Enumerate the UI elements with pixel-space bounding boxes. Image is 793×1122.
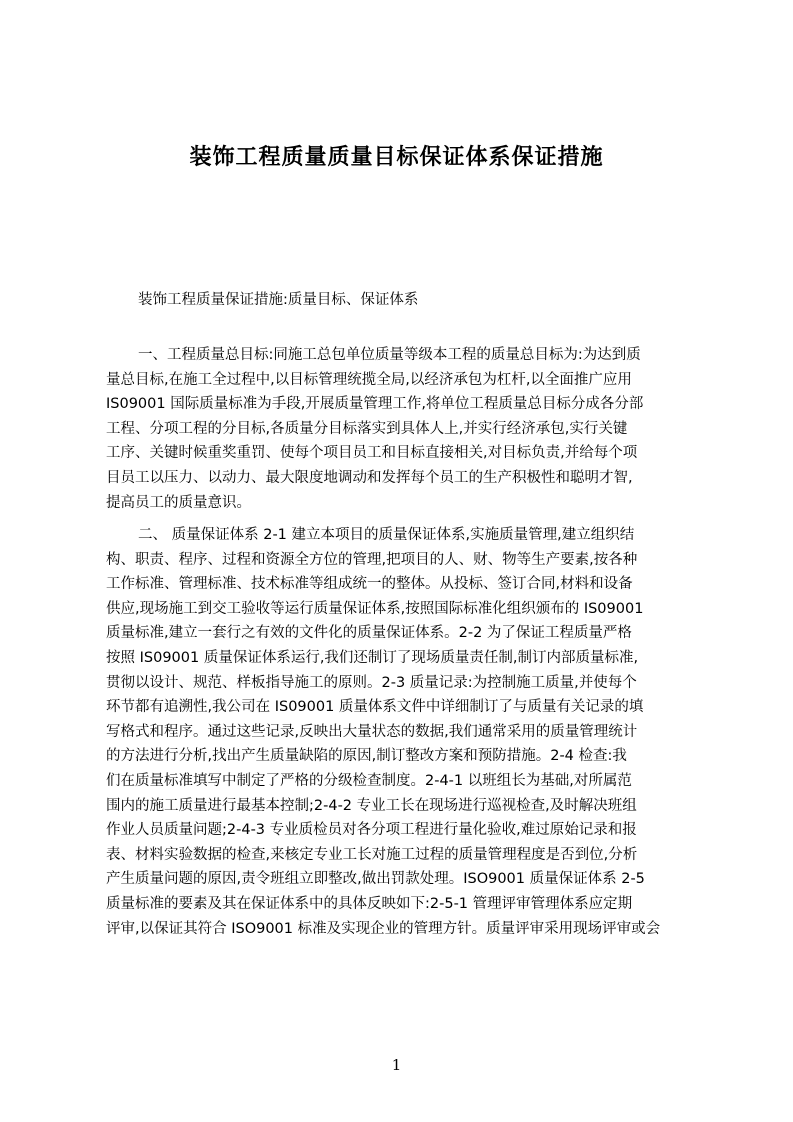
paragraph-line: 一、工程质量总目标:同施工总包单位质量等级本工程的质量总目标为:为达到质 [138, 347, 641, 363]
paragraph-line: 环节都有追溯性,我公司在 IS09001 质量体系文件中详细制订了与质量有关记录的填 [106, 699, 644, 716]
paragraph-quality-goal [106, 343, 696, 515]
paragraph-quality-system [106, 523, 696, 941]
document-subtitle: 装饰工程质量保证措施:质量目标、保证体系 [138, 292, 419, 308]
paragraph-line: 工序、关键时候重奖重罚、使每个项目员工和目标直接相关,对目标负责,并给每个项 [106, 445, 638, 462]
paragraph-line: 贯彻以设计、规范、样板指导施工的原则。2-3 质量记录:为控制施工质量,并使每个 [106, 674, 637, 691]
paragraph-line: 质量标准的要素及其在保证体系中的具体反映如下:2-5-1 管理评审管理体系应定期 [106, 895, 633, 912]
paragraph-line: IS09001 国际质量标准为手段,开展质量管理工作,将单位工程质量总目标分成各分部 [106, 396, 644, 413]
paragraph-line: 写格式和程序。通过这些记录,反映出大量状态的数据,我们通常采用的质量管理统计 [106, 723, 638, 740]
paragraph-line: 表、材料实验数据的检查,来核定专业工长对施工过程的质量管理程度是否到位,分析 [106, 846, 638, 863]
paragraph-line: 评审,以保证其符合 ISO9001 标准及实现企业的管理方针。质量评审采用现场评审或会 [106, 920, 661, 937]
paragraph-line: 工作标准、管理标准、技术标准等组成统一的整体。从投标、签订合同,材料和设备 [106, 576, 633, 593]
paragraph-line: 二、 质量保证体系 2-1 建立本项目的质量保证体系,实施质量管理,建立组织结 [138, 527, 635, 543]
paragraph-line: 供应,现场施工到交工验收等运行质量保证体系,按照国际标准化组织颁布的 IS09001 [106, 600, 644, 617]
paragraph-line: 的方法进行分析,找出产生质量缺陷的原因,制订整改方案和预防措施。2-4 检查:我 [106, 748, 627, 765]
paragraph-line: 按照 IS09001 质量保证体系运行,我们还制订了现场质量责任制,制订内部质量标准, [106, 649, 639, 666]
paragraph-line: 工程、分项工程的分目标,各质量分目标落实到具体人上,并实行经济承包,实行关键 [106, 420, 628, 437]
paragraph-line: 围内的施工质量进行最基本控制;2-4-2 专业工长在现场进行巡视检查,及时解决班组 [106, 797, 637, 814]
paragraph-line: 质量标准,建立一套行之有效的文件化的质量保证体系。2-2 为了保证工程质量严格 [106, 625, 632, 642]
document-title: 装饰工程质量质量目标保证体系保证措施 [189, 145, 604, 170]
paragraph-line: 产生质量问题的原因,责令班组立即整改,做出罚款处理。ISO9001 质量保证体系 2-5 [106, 871, 645, 888]
page-number: 1 [391, 1056, 402, 1074]
paragraph-line: 量总目标,在施工全过程中,以目标管理统揽全局,以经济承包为杠杆,以全面推广应用 [106, 371, 632, 388]
paragraph-line: 构、职责、程序、过程和资源全方位的管理,把项目的人、财、物等生产要素,按各种 [106, 551, 638, 568]
paragraph-line: 们在质量标准填写中制定了严格的分级检查制度。2-4-1 以班组长为基础,对所属范 [106, 772, 632, 789]
paragraph-line: 提高员工的质量意识。 [106, 494, 251, 511]
paragraph-line: 目员工以压力、以动力、最大限度地调动和发挥每个员工的生产积极性和聪明才智, [106, 469, 633, 486]
paragraph-line: 作业人员质量问题;2-4-3 专业质检员对各分项工程进行量化验收,难过原始记录和报 [106, 822, 637, 839]
